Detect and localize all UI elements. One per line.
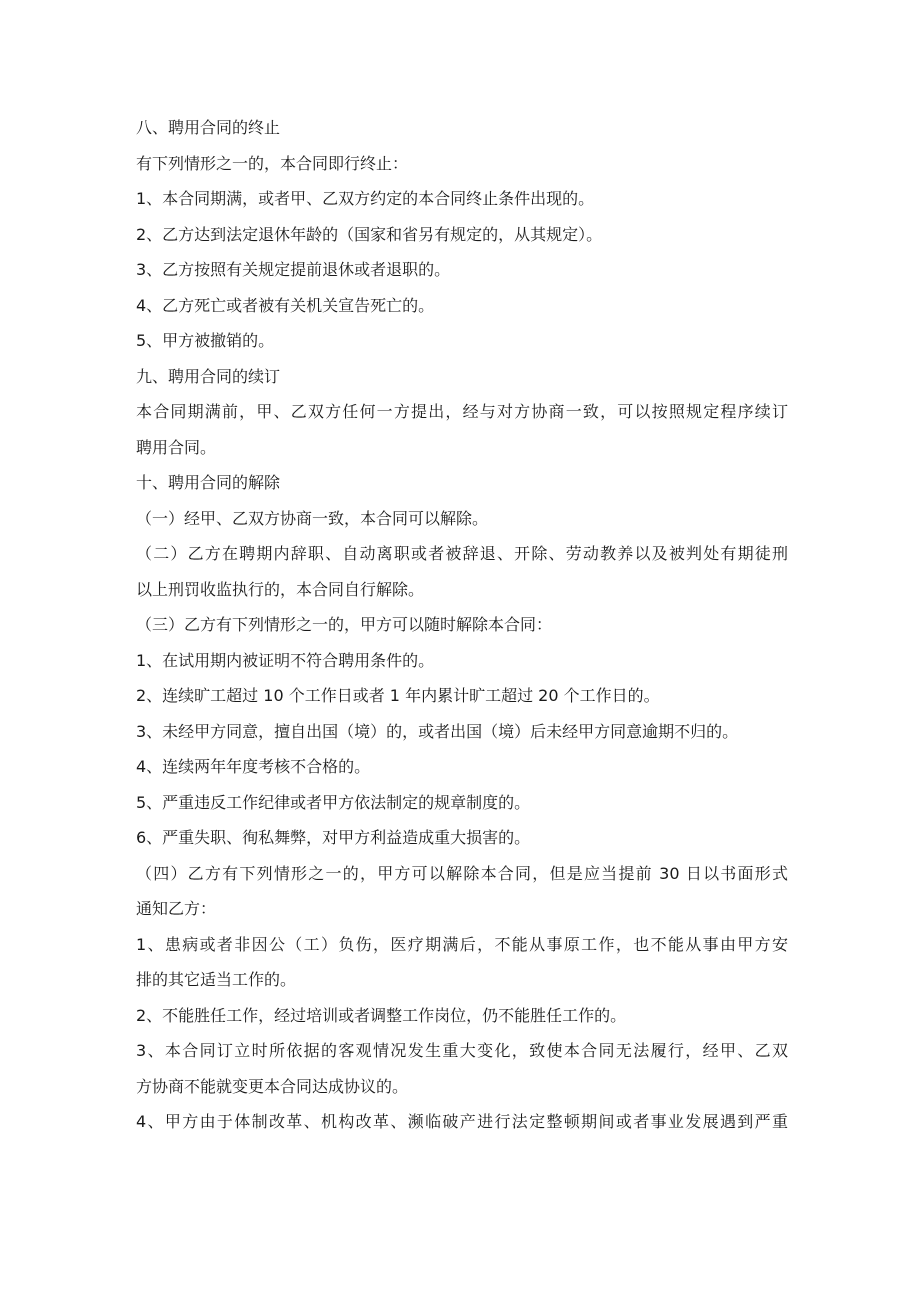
text-line: 通知乙方：: [136, 899, 217, 918]
section-heading-renewal: 九、聘用合同的续订: [136, 366, 281, 386]
text-line: 有下列情形之一的，本合同即行终止：: [136, 153, 409, 173]
list-item: 1、在试用期内被证明不符合聘用条件的。: [136, 650, 435, 670]
list-item: 3、乙方按照有关规定提前退休或者退职的。: [136, 260, 451, 279]
section-heading-termination: 八、聘用合同的终止: [136, 118, 281, 137]
list-item: 2、连续旷工超过 10 个工作日或者 1 年内累计旷工超过 20 个工作日的。: [136, 686, 660, 705]
list-item: 1、患病或者非因公（工）负伤，医疗期满后，不能从事原工作，也不能从事由甲方安: [136, 934, 788, 954]
text-line: 方协商不能就变更本合同达成协议的。: [136, 1076, 409, 1096]
list-item: 4、甲方由于体制改革、机构改革、濒临破产进行法定整顿期间或者事业发展遇到严重: [136, 1112, 788, 1131]
list-item: 2、不能胜任工作，经过培训或者调整工作岗位，仍不能胜任工作的。: [136, 1005, 627, 1025]
clause-item: （四）乙方有下列情形之一的，甲方可以解除本合同，但是应当提前 30 日以书面形式: [136, 863, 788, 883]
list-item: 6、严重失职、徇私舞弊，对甲方利益造成重大损害的。: [136, 828, 531, 847]
clause-item: （三）乙方有下列情形之一的，甲方可以随时解除本合同：: [136, 615, 553, 634]
clause-item: （一）经甲、乙双方协商一致，本合同可以解除。: [136, 508, 489, 528]
text-line: 以上刑罚收监执行的，本合同自行解除。: [136, 579, 425, 599]
list-item: 5、严重违反工作纪律或者甲方依法制定的规章制度的。: [136, 792, 531, 812]
text-line: 聘用合同。: [136, 437, 217, 457]
list-item: 4、乙方死亡或者被有关机关宣告死亡的。: [136, 295, 435, 315]
list-item: 2、乙方达到法定退休年龄的（国家和省另有规定的，从其规定）。: [136, 224, 603, 244]
clause-item: （二）乙方在聘期内辞职、自动离职或者被辞退、开除、劳动教养以及被判处有期徒刑: [136, 544, 788, 563]
list-item: 4、连续两年年度考核不合格的。: [136, 757, 371, 776]
list-item: 1、本合同期满，或者甲、乙双方约定的本合同终止条件出现的。: [136, 189, 595, 208]
list-item: 5、甲方被撤销的。: [136, 331, 275, 350]
list-item: 3、未经甲方同意，擅自出国（境）的，或者出国（境）后未经甲方同意逾期不归的。: [136, 721, 739, 741]
text-line: 排的其它适当工作的。: [136, 970, 297, 989]
section-heading-rescission: 十、聘用合同的解除: [136, 473, 281, 492]
text-line: 本合同期满前，甲、乙双方任何一方提出，经与对方协商一致，可以按照规定程序续订: [136, 402, 788, 421]
list-item: 3、本合同订立时所依据的客观情况发生重大变化，致使本合同无法履行，经甲、乙双: [136, 1041, 788, 1060]
document-body: [136, 110, 788, 1140]
